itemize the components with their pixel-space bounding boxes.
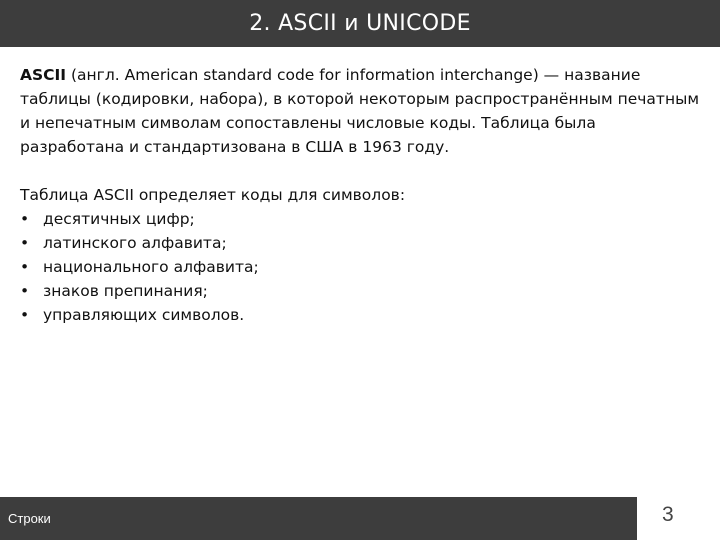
bullet-icon: • <box>20 306 30 324</box>
list-item <box>20 255 700 279</box>
list-item-text: знаков препинания; <box>43 282 208 300</box>
list-item <box>20 279 700 303</box>
footer-label: Строки <box>8 511 51 526</box>
bullet-icon: • <box>20 282 30 300</box>
intro-paragraph <box>20 63 700 159</box>
list-item <box>20 207 700 231</box>
footer-bar <box>0 497 637 540</box>
bullet-icon: • <box>20 258 30 276</box>
list-item <box>20 303 700 327</box>
title-bar <box>0 0 720 47</box>
list-item-text: национального алфавита; <box>43 258 259 276</box>
intro-text: (англ. American standard code for information interchange) — название таблицы (кодировки, набора), в которой некоторым распространённым печатным и непечатным символам сопоставлены числовые коды. Таблица была разработана и стандартизована в США в 1963 году. <box>20 66 700 156</box>
slide-content <box>20 63 700 327</box>
symbol-list <box>20 207 700 327</box>
list-item-text: латинского алфавита; <box>43 234 227 252</box>
slide-title: 2. ASCII и UNICODE <box>249 11 471 36</box>
list-heading: Таблица ASCII определяет коды для символов: <box>20 186 406 204</box>
list-item-text: десятичных цифр; <box>43 210 195 228</box>
list-item-text: управляющих символов. <box>43 306 245 324</box>
intro-term: ASCII <box>20 66 67 84</box>
bullet-icon: • <box>20 234 30 252</box>
list-item <box>20 231 700 255</box>
page-number: 3 <box>662 503 674 526</box>
bullet-icon: • <box>20 210 30 228</box>
